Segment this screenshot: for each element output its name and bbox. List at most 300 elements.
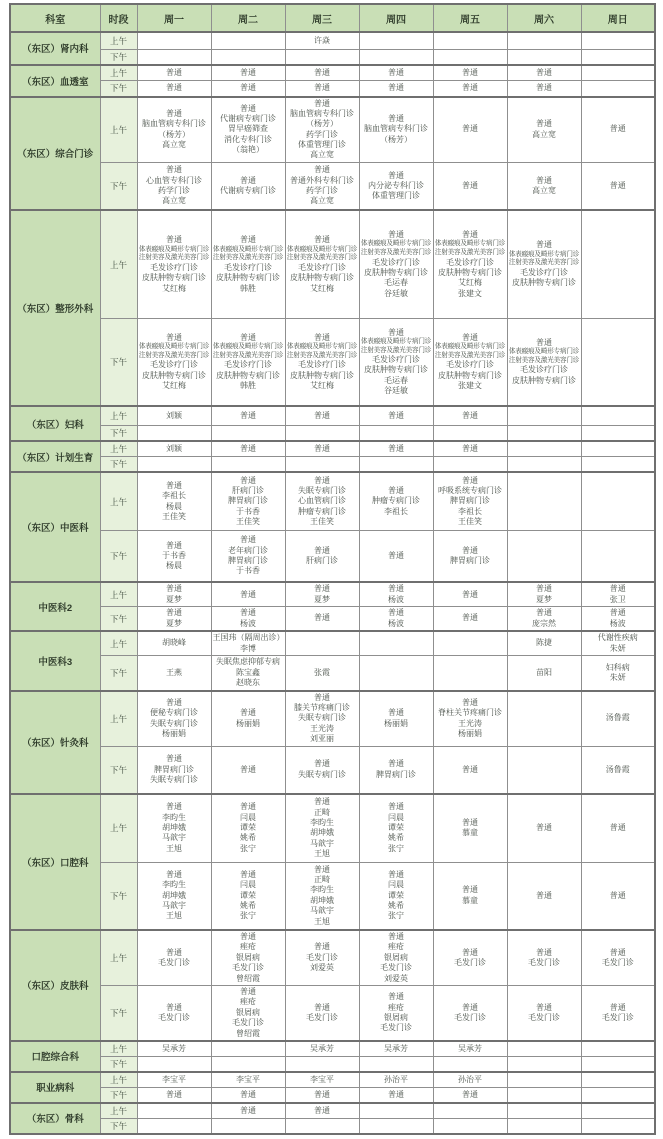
schedule-body (10, 32, 655, 1134)
schedule-cell (285, 97, 359, 163)
schedule-entry: 普通 (388, 759, 404, 769)
schedule-entry: 普通 (314, 797, 330, 807)
schedule-cell (137, 1056, 211, 1072)
schedule-entry: 体重管理门诊 (298, 140, 346, 150)
schedule-cell (137, 1041, 211, 1057)
schedule-entry: 代谢性疾病 (597, 633, 638, 643)
schedule-entry: 内分泌专科门诊 (368, 180, 424, 190)
schedule-cell (359, 656, 433, 691)
schedule-cell (137, 49, 211, 65)
schedule-entry: 银屑病 (384, 952, 408, 962)
schedule-entry: 吴承芳 (310, 1043, 334, 1053)
schedule-cell (211, 210, 285, 318)
schedule-cell (507, 530, 581, 582)
schedule-entry: 体表瘢痕及畸形专病门诊 (212, 245, 284, 253)
schedule-cell (137, 97, 211, 163)
schedule-entry: 普通 (166, 947, 182, 957)
schedule-entry: 皮肤肿物专病门诊 (216, 273, 280, 283)
period-cell: 上午 (100, 582, 137, 606)
schedule-entry: 普通 (314, 83, 330, 93)
schedule-entry: 普通 (536, 890, 552, 900)
schedule-entry: 闫晨 (240, 880, 256, 890)
schedule-entry: 王光涛 (310, 723, 334, 733)
schedule-cell (137, 318, 211, 406)
schedule-entry: 普通 (166, 802, 182, 812)
schedule-entry: 王燕 (166, 667, 182, 677)
schedule-cell (359, 607, 433, 631)
schedule-entry: 注射美容及激光美容门诊 (360, 249, 432, 256)
schedule-entry: 普通 (388, 410, 404, 420)
schedule-row (10, 691, 655, 746)
schedule-entry: 体重管理门诊 (372, 191, 420, 201)
schedule-cell (211, 794, 285, 862)
schedule-cell (359, 1056, 433, 1072)
schedule-entry: 普通 (462, 545, 478, 555)
schedule-cell (581, 97, 655, 163)
schedule-cell (211, 1087, 285, 1103)
header-cell-7: 周六 (507, 4, 581, 32)
schedule-entry: 普通 (166, 235, 182, 245)
schedule-entry: 注射美容及激光美容门诊 (138, 351, 210, 359)
schedule-entry: 脾胃病门诊 (450, 556, 490, 566)
schedule-cell (285, 530, 359, 582)
schedule-entry: 普通 (166, 869, 182, 879)
schedule-entry: 普通 (536, 175, 552, 185)
schedule-cell (137, 746, 211, 794)
schedule-cell (285, 49, 359, 65)
schedule-entry: 杨丽娟 (236, 718, 260, 728)
schedule-entry: 普通 (166, 108, 182, 118)
schedule-entry: 肿瘤专病门诊 (298, 506, 346, 516)
schedule-entry: 毛发门诊 (380, 1023, 412, 1033)
schedule-entry: 呼吸系统专病门诊 (438, 486, 502, 495)
schedule-row (10, 1041, 655, 1057)
schedule-entry: 毛发门诊 (306, 1012, 338, 1022)
schedule-row (10, 656, 655, 691)
schedule-entry: 正畸 (314, 875, 330, 884)
schedule-row (10, 162, 655, 210)
schedule-entry: 皮肤肿物专病门诊 (512, 278, 576, 288)
header-cell-1: 时段 (100, 4, 137, 32)
schedule-cell (507, 985, 581, 1040)
schedule-entry: 普通 (240, 802, 256, 812)
schedule-entry: 肝病门诊 (232, 486, 264, 495)
schedule-entry: 李宝平 (236, 1074, 260, 1084)
period-cell: 下午 (100, 457, 137, 473)
schedule-cell (285, 582, 359, 606)
schedule-entry: 杨晨 (166, 501, 182, 511)
schedule-entry: 毛发诊疗门诊 (372, 355, 420, 365)
schedule-entry: 普通 (388, 932, 404, 942)
schedule-entry: 普通 (240, 475, 256, 485)
schedule-cell (507, 746, 581, 794)
schedule-entry: 普通 (388, 1089, 404, 1099)
schedule-entry: 朱妍 (609, 672, 626, 682)
schedule-entry: 皮肤肿物专病门诊 (512, 375, 576, 385)
schedule-entry: 夏梦 (314, 594, 330, 604)
schedule-entry: 普通 (240, 608, 256, 618)
schedule-entry: 普通 (462, 230, 478, 240)
schedule-cell (211, 985, 285, 1040)
schedule-entry: 痤疮 (240, 997, 256, 1007)
schedule-entry: 便秘专病门诊 (150, 708, 198, 718)
schedule-entry: 普通 (388, 802, 404, 812)
schedule-entry: 普通 (166, 1089, 182, 1099)
schedule-entry: 吴承芳 (162, 1043, 186, 1053)
schedule-entry: 高立宽 (532, 186, 556, 196)
period-cell: 上午 (100, 32, 137, 49)
schedule-cell (359, 1041, 433, 1057)
schedule-cell (433, 472, 507, 530)
schedule-entry: 杨波 (388, 618, 404, 628)
schedule-cell (581, 1087, 655, 1103)
schedule-entry: 庞宗然 (532, 618, 556, 628)
schedule-entry: 刘颖 (166, 443, 182, 453)
schedule-entry: 汤鲁霞 (605, 764, 630, 774)
schedule-cell (581, 65, 655, 81)
schedule-entry: 毛发门诊 (232, 1018, 264, 1028)
schedule-entry: 谭荣 (240, 823, 256, 833)
schedule-entry: 普通 (536, 119, 552, 129)
schedule-entry: 普通 (314, 332, 330, 342)
period-cell: 上午 (100, 441, 137, 457)
schedule-cell (359, 582, 433, 606)
schedule-entry: 刘颖 (166, 410, 182, 420)
schedule-cell (211, 406, 285, 425)
schedule-entry: 马歆宇 (310, 906, 334, 916)
schedule-cell (507, 406, 581, 425)
period-cell: 上午 (100, 472, 137, 530)
schedule-cell (581, 162, 655, 210)
schedule-entry: 体表瘢痕及畸形专病门诊 (360, 240, 432, 248)
schedule-entry: 普通 (462, 1089, 478, 1099)
period-cell: 上午 (100, 1072, 137, 1088)
schedule-entry: 谭荣 (240, 890, 256, 900)
schedule-cell (433, 32, 507, 49)
schedule-entry: 脾胃病门诊 (450, 496, 490, 506)
schedule-entry: 普通 (240, 103, 256, 113)
header-cell-4: 周三 (285, 4, 359, 32)
schedule-entry: 胡坤娥 (162, 823, 186, 833)
schedule-entry: （杨芳） (158, 129, 190, 139)
schedule-row (10, 457, 655, 473)
schedule-cell (507, 472, 581, 530)
schedule-entry: 普通 (388, 443, 404, 453)
schedule-entry: 马歆宇 (310, 838, 334, 848)
period-cell: 上午 (100, 631, 137, 656)
schedule-entry: 心血管专科门诊 (146, 175, 202, 185)
schedule-cell (285, 862, 359, 930)
header-cell-5: 周四 (359, 4, 433, 32)
schedule-cell (581, 794, 655, 862)
schedule-entry: 刘亚丽 (310, 734, 334, 744)
period-cell: 上午 (100, 97, 137, 163)
schedule-cell (581, 441, 655, 457)
schedule-entry: 普通 (314, 98, 330, 108)
schedule-cell (433, 985, 507, 1040)
schedule-cell (433, 1056, 507, 1072)
schedule-cell (581, 49, 655, 65)
schedule-entry: 注射美容及激光美容门诊 (508, 356, 580, 364)
schedule-cell (285, 656, 359, 691)
schedule-cell (507, 1118, 581, 1134)
schedule-row (10, 582, 655, 606)
schedule-entry: 马歆宇 (162, 833, 186, 843)
schedule-cell (433, 656, 507, 691)
schedule-entry: 普通 (388, 327, 404, 337)
schedule-entry: 许焱 (314, 35, 330, 45)
schedule-cell (285, 457, 359, 473)
schedule-entry: 张建文 (458, 381, 482, 391)
schedule-entry: 失眠专病门诊 (298, 713, 346, 723)
schedule-row (10, 97, 655, 163)
schedule-entry: 毛发诊疗门诊 (372, 257, 420, 267)
period-cell: 下午 (100, 985, 137, 1040)
schedule-entry: 普通 (388, 170, 404, 180)
schedule-entry: 汤鲁霞 (605, 713, 630, 723)
schedule-entry: 普通 (609, 180, 626, 190)
schedule-entry: 李祖长 (384, 506, 408, 516)
schedule-entry: 皮肤肿物专病门诊 (438, 370, 502, 380)
schedule-cell (507, 631, 581, 656)
schedule-entry: 痤疮 (240, 942, 256, 952)
schedule-entry: 普通 (536, 337, 552, 347)
schedule-cell (285, 794, 359, 862)
department-cell: 中医科2 (10, 582, 100, 631)
schedule-entry: 陈捷 (536, 638, 552, 648)
schedule-entry: 心血管病门诊 (298, 496, 346, 506)
schedule-cell (433, 441, 507, 457)
schedule-entry: 闫晨 (388, 812, 404, 822)
schedule-entry: 普通 (536, 823, 552, 833)
schedule-entry: 孙治平 (458, 1074, 482, 1084)
schedule-cell (507, 691, 581, 746)
schedule-entry: 普通外科专科门诊 (290, 175, 354, 185)
schedule-entry: 毛发诊疗门诊 (150, 360, 198, 370)
schedule-entry: 皮肤肿物专病门诊 (364, 365, 428, 375)
schedule-entry: 毛发门诊 (454, 958, 486, 967)
schedule-entry: 毛发诊疗门诊 (150, 262, 198, 272)
schedule-cell (211, 631, 285, 656)
schedule-entry: 韩胜 (240, 283, 256, 293)
schedule-row (10, 1103, 655, 1119)
schedule-entry: 注射美容及激光美容门诊 (360, 346, 432, 354)
department-cell: （东区）肾内科 (10, 32, 100, 65)
schedule-cell (581, 656, 655, 691)
schedule-entry: 苗阳 (536, 667, 552, 677)
schedule-cell (433, 49, 507, 65)
schedule-cell (581, 530, 655, 582)
schedule-cell (359, 81, 433, 97)
schedule-entry: 普通 (314, 1105, 330, 1115)
schedule-entry: 普通 (388, 486, 404, 495)
header-cell-3: 周二 (211, 4, 285, 32)
schedule-entry: 普通 (240, 932, 256, 942)
schedule-row (10, 406, 655, 425)
schedule-entry: 王佳笑 (310, 517, 334, 527)
schedule-cell (433, 746, 507, 794)
schedule-cell (433, 406, 507, 425)
schedule-entry: 朱妍 (609, 643, 626, 653)
schedule-cell (581, 607, 655, 631)
schedule-entry: 注射美容及激光美容门诊 (212, 351, 284, 359)
schedule-entry: 普通 (166, 67, 182, 77)
schedule-cell (581, 862, 655, 930)
schedule-entry: 普通 (462, 83, 478, 93)
schedule-cell (433, 1087, 507, 1103)
schedule-entry: 李昀生 (162, 880, 186, 890)
schedule-row (10, 1118, 655, 1134)
schedule-cell (211, 930, 285, 985)
schedule-cell (211, 862, 285, 930)
schedule-entry: 普通 (609, 1002, 626, 1012)
schedule-entry: 皮肤肿物专病门诊 (364, 267, 428, 277)
schedule-row (10, 1087, 655, 1103)
schedule-cell (433, 457, 507, 473)
schedule-entry: 普通 (462, 764, 478, 774)
schedule-cell (433, 425, 507, 441)
schedule-entry: 皮肤肿物专病门诊 (142, 370, 206, 380)
schedule-entry: 普通 (314, 443, 330, 453)
header-cell-2: 周一 (137, 4, 211, 32)
schedule-cell (433, 691, 507, 746)
schedule-cell (211, 607, 285, 631)
schedule-cell (137, 162, 211, 210)
period-cell: 下午 (100, 1118, 137, 1134)
schedule-entry: 陈宝鑫 (236, 667, 260, 677)
schedule-cell (359, 425, 433, 441)
schedule-entry: 失眠专病门诊 (150, 774, 198, 784)
schedule-cell (433, 65, 507, 81)
schedule-entry: 曾绍霞 (236, 1028, 260, 1038)
schedule-table (9, 3, 656, 1135)
schedule-cell (433, 318, 507, 406)
schedule-entry: 体表瘢痕及畸形专病门诊 (138, 343, 210, 351)
department-cell: （东区）骨科 (10, 1103, 100, 1134)
schedule-cell (211, 691, 285, 746)
schedule-entry: 张宁 (388, 911, 404, 921)
period-cell: 下午 (100, 162, 137, 210)
schedule-cell (359, 162, 433, 210)
period-cell: 下午 (100, 1056, 137, 1072)
schedule-cell (507, 1041, 581, 1057)
schedule-cell (359, 97, 433, 163)
schedule-entry: 脾胃病门诊 (154, 764, 194, 774)
schedule-entry: 夏梦 (166, 594, 182, 604)
schedule-cell (507, 210, 581, 318)
schedule-cell (137, 425, 211, 441)
schedule-entry: 脑血管病专科门诊 (364, 124, 428, 134)
schedule-entry: 杨波 (388, 594, 404, 604)
schedule-cell (433, 930, 507, 985)
schedule-entry: 普通 (609, 124, 626, 134)
schedule-cell (507, 457, 581, 473)
schedule-entry: 失眠焦虑抑郁专病 (216, 657, 280, 667)
schedule-entry: 王旭 (314, 849, 330, 859)
schedule-cell (581, 691, 655, 746)
schedule-entry: 杨波 (609, 618, 626, 628)
schedule-entry: 李博 (240, 643, 256, 653)
schedule-entry: 普通 (388, 608, 404, 618)
period-cell: 上午 (100, 794, 137, 862)
schedule-entry: 体表瘢痕及畸形专病门诊 (212, 343, 284, 351)
schedule-cell (433, 162, 507, 210)
schedule-row (10, 631, 655, 656)
schedule-cell (433, 81, 507, 97)
schedule-row (10, 425, 655, 441)
schedule-entry: 普通 (536, 83, 552, 93)
schedule-entry: 银屑病 (236, 1007, 260, 1017)
schedule-cell (211, 472, 285, 530)
schedule-entry: 体表瘢痕及畸形专病门诊 (508, 348, 580, 356)
schedule-cell (581, 930, 655, 985)
schedule-entry: 王佳笑 (162, 511, 186, 521)
period-cell: 下午 (100, 425, 137, 441)
schedule-cell (285, 746, 359, 794)
schedule-entry: 皮肤肿物专病门诊 (290, 370, 354, 380)
schedule-cell (359, 472, 433, 530)
schedule-entry: 毛发门诊 (528, 958, 560, 967)
schedule-entry: 注射美容及激光美容门诊 (212, 254, 284, 262)
schedule-entry: 王旭 (166, 911, 182, 921)
schedule-entry: 普通 (314, 1089, 330, 1099)
schedule-cell (137, 794, 211, 862)
schedule-entry: 注射美容及激光美容门诊 (286, 254, 358, 262)
schedule-entry: 王光涛 (458, 718, 482, 728)
schedule-entry: 普通 (388, 114, 404, 124)
schedule-entry: 李祖长 (162, 491, 186, 501)
schedule-cell (137, 32, 211, 49)
schedule-entry: 韩胜 (240, 381, 256, 391)
schedule-entry: 体表瘢痕及畸形专病门诊 (286, 245, 358, 253)
schedule-entry: 普通 (536, 1002, 552, 1012)
schedule-entry: 高立宽 (310, 196, 334, 206)
schedule-entry: 艾红梅 (458, 278, 482, 288)
schedule-cell (359, 32, 433, 49)
schedule-entry: 胡坤娥 (162, 890, 186, 900)
schedule-entry: 毛发门诊 (601, 1012, 634, 1022)
schedule-cell (507, 441, 581, 457)
schedule-cell (507, 49, 581, 65)
schedule-row (10, 794, 655, 862)
schedule-row (10, 210, 655, 318)
schedule-entry: 普通 (314, 692, 330, 702)
schedule-entry: 谷廷敏 (384, 386, 408, 396)
schedule-cell (433, 1103, 507, 1119)
schedule-entry: 代谢病专病门诊 (220, 114, 276, 124)
period-cell: 下午 (100, 81, 137, 97)
schedule-entry: 艾红梅 (162, 283, 186, 293)
schedule-entry: 毛发门诊 (158, 958, 190, 967)
schedule-entry: 药学门诊 (306, 186, 338, 196)
schedule-entry: 正畸 (314, 807, 330, 817)
schedule-entry: 银屑病 (384, 1012, 408, 1022)
department-cell: （东区）血透室 (10, 65, 100, 97)
schedule-entry: 普通 (388, 992, 404, 1002)
schedule-entry: 毛发门诊 (380, 963, 412, 973)
schedule-entry: 高立宽 (532, 129, 556, 139)
schedule-entry: 普通 (536, 240, 552, 250)
schedule-entry: 普通 (314, 584, 330, 594)
schedule-cell (433, 1118, 507, 1134)
schedule-cell (507, 862, 581, 930)
schedule-entry: 普通 (609, 608, 626, 618)
schedule-cell (581, 406, 655, 425)
period-cell: 下午 (100, 530, 137, 582)
schedule-entry: 普通 (240, 589, 256, 599)
schedule-entry: 皮肤肿物专病门诊 (142, 273, 206, 283)
schedule-entry: （杨芳） (380, 134, 412, 144)
